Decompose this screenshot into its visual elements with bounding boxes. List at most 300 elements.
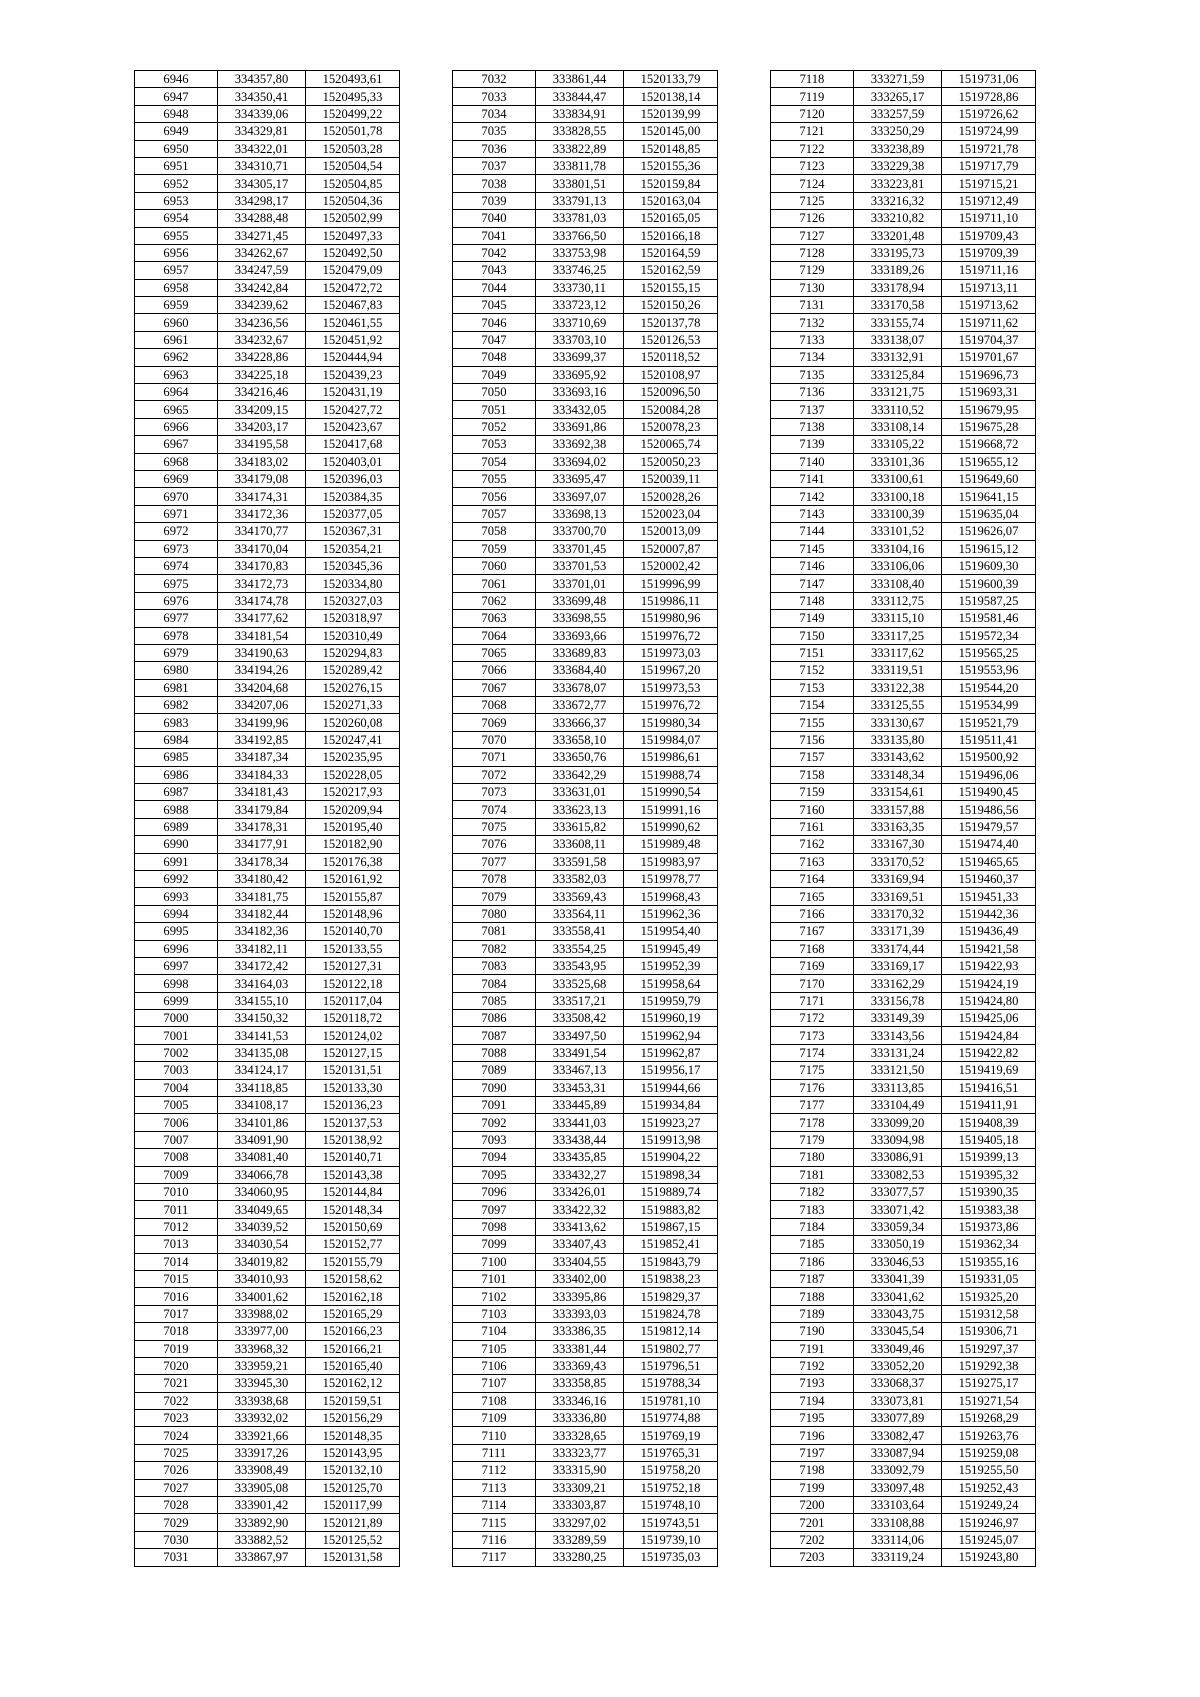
- y-coordinate-cell: 1519275,17: [942, 1375, 1036, 1392]
- x-coordinate-cell: 333104,16: [854, 540, 942, 557]
- point-number-cell: 6954: [135, 210, 218, 227]
- point-number-cell: 7059: [453, 540, 536, 557]
- y-coordinate-cell: 1520327,03: [306, 592, 400, 609]
- x-coordinate-cell: 333178,94: [854, 279, 942, 296]
- y-coordinate-cell: 1519765,31: [624, 1444, 718, 1461]
- table-row: [135, 1427, 400, 1444]
- x-coordinate-cell: 333901,42: [218, 1497, 306, 1514]
- table-row: [135, 1236, 400, 1253]
- point-number-cell: 7194: [771, 1392, 854, 1409]
- table-row: [453, 1270, 718, 1287]
- point-number-cell: 6964: [135, 384, 218, 401]
- x-coordinate-cell: 333407,43: [536, 1236, 624, 1253]
- point-number-cell: 7015: [135, 1270, 218, 1287]
- y-coordinate-cell: 1519331,05: [942, 1270, 1036, 1287]
- table-row: [135, 1044, 400, 1061]
- point-number-cell: 7132: [771, 314, 854, 331]
- x-coordinate-cell: 333115,10: [854, 610, 942, 627]
- table-row: [453, 784, 718, 801]
- point-number-cell: 6994: [135, 905, 218, 922]
- x-coordinate-cell: 333148,34: [854, 766, 942, 783]
- point-number-cell: 7024: [135, 1427, 218, 1444]
- table-row: [453, 1114, 718, 1131]
- y-coordinate-cell: 1520166,21: [306, 1340, 400, 1357]
- table-row: [771, 610, 1036, 627]
- y-coordinate-cell: 1520384,35: [306, 488, 400, 505]
- y-coordinate-cell: 1519306,71: [942, 1323, 1036, 1340]
- y-coordinate-cell: 1519425,06: [942, 1010, 1036, 1027]
- table-row: [453, 1410, 718, 1427]
- point-number-cell: 7055: [453, 470, 536, 487]
- table-row: [771, 262, 1036, 279]
- y-coordinate-cell: 1520492,50: [306, 244, 400, 261]
- table-row: [771, 836, 1036, 853]
- table-row: [453, 88, 718, 105]
- x-coordinate-cell: 333701,53: [536, 557, 624, 574]
- table-row: [453, 801, 718, 818]
- y-coordinate-cell: 1520126,53: [624, 331, 718, 348]
- x-coordinate-cell: 333125,55: [854, 697, 942, 714]
- x-coordinate-cell: 333303,87: [536, 1497, 624, 1514]
- x-coordinate-cell: 333945,30: [218, 1375, 306, 1392]
- y-coordinate-cell: 1520133,55: [306, 940, 400, 957]
- x-coordinate-cell: 333438,44: [536, 1131, 624, 1148]
- x-coordinate-cell: 333938,68: [218, 1392, 306, 1409]
- table-row: [453, 1340, 718, 1357]
- y-coordinate-cell: 1520502,99: [306, 210, 400, 227]
- table-row: [135, 1497, 400, 1514]
- table-row: [771, 1357, 1036, 1374]
- point-number-cell: 7138: [771, 418, 854, 435]
- point-number-cell: 7198: [771, 1462, 854, 1479]
- table-row: [453, 297, 718, 314]
- table-row: [453, 836, 718, 853]
- point-number-cell: 7080: [453, 905, 536, 922]
- x-coordinate-cell: 333309,21: [536, 1479, 624, 1496]
- table-row: [453, 679, 718, 696]
- point-number-cell: 7002: [135, 1044, 218, 1061]
- point-number-cell: 7163: [771, 853, 854, 870]
- point-number-cell: 7040: [453, 210, 536, 227]
- x-coordinate-cell: 333917,26: [218, 1444, 306, 1461]
- y-coordinate-cell: 1520078,23: [624, 418, 718, 435]
- table-row: [771, 905, 1036, 922]
- table-row: [135, 436, 400, 453]
- table-row: [135, 297, 400, 314]
- y-coordinate-cell: 1520472,72: [306, 279, 400, 296]
- x-coordinate-cell: 334030,54: [218, 1236, 306, 1253]
- table-row: [135, 714, 400, 731]
- point-number-cell: 7174: [771, 1044, 854, 1061]
- table-row: [135, 697, 400, 714]
- x-coordinate-cell: 334288,48: [218, 210, 306, 227]
- point-number-cell: 7093: [453, 1131, 536, 1148]
- point-number-cell: 6967: [135, 436, 218, 453]
- point-number-cell: 7189: [771, 1305, 854, 1322]
- point-number-cell: 7110: [453, 1427, 536, 1444]
- point-number-cell: 7111: [453, 1444, 536, 1461]
- point-number-cell: 7178: [771, 1114, 854, 1131]
- y-coordinate-cell: 1520182,90: [306, 836, 400, 853]
- x-coordinate-cell: 334170,83: [218, 557, 306, 574]
- x-coordinate-cell: 333381,44: [536, 1340, 624, 1357]
- table-row: [771, 1201, 1036, 1218]
- table-row: [135, 262, 400, 279]
- point-number-cell: 7129: [771, 262, 854, 279]
- y-coordinate-cell: 1519245,07: [942, 1531, 1036, 1548]
- x-coordinate-cell: 333753,98: [536, 244, 624, 261]
- y-coordinate-cell: 1519711,10: [942, 210, 1036, 227]
- table-row: [771, 523, 1036, 540]
- point-number-cell: 7121: [771, 123, 854, 140]
- point-number-cell: 7097: [453, 1201, 536, 1218]
- y-coordinate-cell: 1519715,21: [942, 175, 1036, 192]
- point-number-cell: 7123: [771, 157, 854, 174]
- y-coordinate-cell: 1519600,39: [942, 575, 1036, 592]
- table-row: [453, 436, 718, 453]
- y-coordinate-cell: 1519712,49: [942, 192, 1036, 209]
- table-row: [771, 1097, 1036, 1114]
- x-coordinate-cell: 334182,11: [218, 940, 306, 957]
- y-coordinate-cell: 1519962,36: [624, 905, 718, 922]
- y-coordinate-cell: 1520163,04: [624, 192, 718, 209]
- y-coordinate-cell: 1519395,32: [942, 1166, 1036, 1183]
- table-row: [771, 801, 1036, 818]
- point-number-cell: 7146: [771, 557, 854, 574]
- x-coordinate-cell: 333156,78: [854, 992, 942, 1009]
- y-coordinate-cell: 1520150,69: [306, 1218, 400, 1235]
- y-coordinate-cell: 1520504,54: [306, 157, 400, 174]
- y-coordinate-cell: 1520444,94: [306, 349, 400, 366]
- x-coordinate-cell: 334124,17: [218, 1062, 306, 1079]
- point-number-cell: 7186: [771, 1253, 854, 1270]
- table-row: [453, 992, 718, 1009]
- y-coordinate-cell: 1520127,31: [306, 957, 400, 974]
- point-number-cell: 7041: [453, 227, 536, 244]
- point-number-cell: 7140: [771, 453, 854, 470]
- x-coordinate-cell: 333059,34: [854, 1218, 942, 1235]
- x-coordinate-cell: 333121,75: [854, 384, 942, 401]
- y-coordinate-cell: 1519668,72: [942, 436, 1036, 453]
- point-number-cell: 7050: [453, 384, 536, 401]
- y-coordinate-cell: 1519934,84: [624, 1097, 718, 1114]
- table-row: [135, 957, 400, 974]
- table-row: [771, 244, 1036, 261]
- y-coordinate-cell: 1520310,49: [306, 627, 400, 644]
- y-coordinate-cell: 1519390,35: [942, 1184, 1036, 1201]
- x-coordinate-cell: 333229,38: [854, 157, 942, 174]
- table-row: [771, 1392, 1036, 1409]
- x-coordinate-cell: 333413,62: [536, 1218, 624, 1235]
- y-coordinate-cell: 1520118,52: [624, 349, 718, 366]
- x-coordinate-cell: 334184,33: [218, 766, 306, 783]
- point-number-cell: 7142: [771, 488, 854, 505]
- y-coordinate-cell: 1519451,33: [942, 888, 1036, 905]
- x-coordinate-cell: 333113,85: [854, 1079, 942, 1096]
- table-row: [135, 1131, 400, 1148]
- y-coordinate-cell: 1519983,97: [624, 853, 718, 870]
- x-coordinate-cell: 334339,06: [218, 105, 306, 122]
- point-number-cell: 7013: [135, 1236, 218, 1253]
- x-coordinate-cell: 333086,91: [854, 1149, 942, 1166]
- x-coordinate-cell: 333100,18: [854, 488, 942, 505]
- x-coordinate-cell: 333210,82: [854, 210, 942, 227]
- y-coordinate-cell: 1519883,82: [624, 1201, 718, 1218]
- x-coordinate-cell: 334091,90: [218, 1131, 306, 1148]
- table-row: [771, 888, 1036, 905]
- y-coordinate-cell: 1519923,27: [624, 1114, 718, 1131]
- point-number-cell: 7092: [453, 1114, 536, 1131]
- x-coordinate-cell: 333170,58: [854, 297, 942, 314]
- table-row: [135, 227, 400, 244]
- x-coordinate-cell: 333201,48: [854, 227, 942, 244]
- point-number-cell: 7022: [135, 1392, 218, 1409]
- y-coordinate-cell: 1520145,00: [624, 123, 718, 140]
- point-number-cell: 7073: [453, 784, 536, 801]
- x-coordinate-cell: 333746,25: [536, 262, 624, 279]
- x-coordinate-cell: 333694,02: [536, 453, 624, 470]
- x-coordinate-cell: 334164,03: [218, 975, 306, 992]
- table-row: [453, 662, 718, 679]
- table-row: [453, 192, 718, 209]
- x-coordinate-cell: 333135,80: [854, 731, 942, 748]
- table-row: [135, 627, 400, 644]
- table-row: [771, 175, 1036, 192]
- x-coordinate-cell: 333591,58: [536, 853, 624, 870]
- x-coordinate-cell: 333386,35: [536, 1323, 624, 1340]
- table-row: [771, 366, 1036, 383]
- x-coordinate-cell: 333623,13: [536, 801, 624, 818]
- coordinates-table-2: [452, 70, 718, 1567]
- point-number-cell: 7083: [453, 957, 536, 974]
- table-row: [771, 1479, 1036, 1496]
- y-coordinate-cell: 1519521,79: [942, 714, 1036, 731]
- x-coordinate-cell: 333441,03: [536, 1114, 624, 1131]
- point-number-cell: 6955: [135, 227, 218, 244]
- x-coordinate-cell: 333174,44: [854, 940, 942, 957]
- table-row: [453, 923, 718, 940]
- y-coordinate-cell: 1520122,18: [306, 975, 400, 992]
- point-number-cell: 7160: [771, 801, 854, 818]
- y-coordinate-cell: 1519693,31: [942, 384, 1036, 401]
- x-coordinate-cell: 333143,56: [854, 1027, 942, 1044]
- table-row: [771, 436, 1036, 453]
- x-coordinate-cell: 333678,07: [536, 679, 624, 696]
- y-coordinate-cell: 1520159,84: [624, 175, 718, 192]
- table-row: [135, 1184, 400, 1201]
- y-coordinate-cell: 1520247,41: [306, 731, 400, 748]
- point-number-cell: 7130: [771, 279, 854, 296]
- table-row: [771, 540, 1036, 557]
- table-row: [453, 610, 718, 627]
- y-coordinate-cell: 1519973,53: [624, 679, 718, 696]
- point-number-cell: 7125: [771, 192, 854, 209]
- x-coordinate-cell: 334019,82: [218, 1253, 306, 1270]
- point-number-cell: 7089: [453, 1062, 536, 1079]
- point-number-cell: 7053: [453, 436, 536, 453]
- x-coordinate-cell: 333766,50: [536, 227, 624, 244]
- y-coordinate-cell: 1519867,15: [624, 1218, 718, 1235]
- point-number-cell: 7167: [771, 923, 854, 940]
- point-number-cell: 7042: [453, 244, 536, 261]
- y-coordinate-cell: 1519726,62: [942, 105, 1036, 122]
- y-coordinate-cell: 1519711,16: [942, 262, 1036, 279]
- y-coordinate-cell: 1519490,45: [942, 784, 1036, 801]
- x-coordinate-cell: 333117,62: [854, 644, 942, 661]
- point-number-cell: 7144: [771, 523, 854, 540]
- y-coordinate-cell: 1520165,40: [306, 1357, 400, 1374]
- x-coordinate-cell: 333101,52: [854, 523, 942, 540]
- x-coordinate-cell: 333250,29: [854, 123, 942, 140]
- x-coordinate-cell: 333698,55: [536, 610, 624, 627]
- table-row: [771, 279, 1036, 296]
- point-number-cell: 7071: [453, 749, 536, 766]
- point-number-cell: 7096: [453, 1184, 536, 1201]
- x-coordinate-cell: 333892,90: [218, 1514, 306, 1531]
- y-coordinate-cell: 1520002,42: [624, 557, 718, 574]
- y-coordinate-cell: 1520417,68: [306, 436, 400, 453]
- y-coordinate-cell: 1520439,23: [306, 366, 400, 383]
- x-coordinate-cell: 334081,40: [218, 1149, 306, 1166]
- point-number-cell: 7049: [453, 366, 536, 383]
- x-coordinate-cell: 333103,64: [854, 1497, 942, 1514]
- y-coordinate-cell: 1519297,37: [942, 1340, 1036, 1357]
- x-coordinate-cell: 333104,49: [854, 1097, 942, 1114]
- point-number-cell: 7191: [771, 1340, 854, 1357]
- y-coordinate-cell: 1520065,74: [624, 436, 718, 453]
- point-number-cell: 7195: [771, 1410, 854, 1427]
- table-row: [135, 679, 400, 696]
- x-coordinate-cell: 333169,94: [854, 870, 942, 887]
- point-number-cell: 7170: [771, 975, 854, 992]
- y-coordinate-cell: 1519956,17: [624, 1062, 718, 1079]
- point-number-cell: 7175: [771, 1062, 854, 1079]
- table-row: [771, 488, 1036, 505]
- point-number-cell: 7090: [453, 1079, 536, 1096]
- table-row: [771, 923, 1036, 940]
- table-row: [453, 418, 718, 435]
- x-coordinate-cell: 334183,02: [218, 453, 306, 470]
- table-row: [453, 366, 718, 383]
- table-row: [771, 1514, 1036, 1531]
- table-row: [135, 1410, 400, 1427]
- point-number-cell: 6953: [135, 192, 218, 209]
- point-number-cell: 7009: [135, 1166, 218, 1183]
- point-number-cell: 7079: [453, 888, 536, 905]
- point-number-cell: 7149: [771, 610, 854, 627]
- point-number-cell: 7182: [771, 1184, 854, 1201]
- x-coordinate-cell: 334172,36: [218, 505, 306, 522]
- point-number-cell: 7003: [135, 1062, 218, 1079]
- table-row: [135, 331, 400, 348]
- y-coordinate-cell: 1519962,94: [624, 1027, 718, 1044]
- x-coordinate-cell: 334177,91: [218, 836, 306, 853]
- table-row: [453, 1131, 718, 1148]
- point-number-cell: 7060: [453, 557, 536, 574]
- table-row: [135, 453, 400, 470]
- x-coordinate-cell: 333432,27: [536, 1166, 624, 1183]
- y-coordinate-cell: 1520124,02: [306, 1027, 400, 1044]
- point-number-cell: 7067: [453, 679, 536, 696]
- x-coordinate-cell: 334216,46: [218, 384, 306, 401]
- x-coordinate-cell: 334350,41: [218, 88, 306, 105]
- point-number-cell: 7202: [771, 1531, 854, 1548]
- table-row: [135, 853, 400, 870]
- x-coordinate-cell: 333108,88: [854, 1514, 942, 1531]
- x-coordinate-cell: 333564,11: [536, 905, 624, 922]
- table-row: [135, 488, 400, 505]
- point-number-cell: 7190: [771, 1323, 854, 1340]
- x-coordinate-cell: 333346,16: [536, 1392, 624, 1409]
- table-row: [135, 88, 400, 105]
- x-coordinate-cell: 333844,47: [536, 88, 624, 105]
- point-number-cell: 7188: [771, 1288, 854, 1305]
- point-number-cell: 6984: [135, 731, 218, 748]
- x-coordinate-cell: 334209,15: [218, 401, 306, 418]
- x-coordinate-cell: 333265,17: [854, 88, 942, 105]
- point-number-cell: 7056: [453, 488, 536, 505]
- y-coordinate-cell: 1520131,58: [306, 1549, 400, 1566]
- x-coordinate-cell: 334141,53: [218, 1027, 306, 1044]
- table-row: [453, 749, 718, 766]
- point-number-cell: 7119: [771, 88, 854, 105]
- point-number-cell: 6946: [135, 71, 218, 88]
- point-number-cell: 7000: [135, 1010, 218, 1027]
- y-coordinate-cell: 1519704,37: [942, 331, 1036, 348]
- table-row: [135, 1010, 400, 1027]
- point-number-cell: 7173: [771, 1027, 854, 1044]
- point-number-cell: 7005: [135, 1097, 218, 1114]
- point-number-cell: 7157: [771, 749, 854, 766]
- x-coordinate-cell: 334182,44: [218, 905, 306, 922]
- point-number-cell: 7037: [453, 157, 536, 174]
- x-coordinate-cell: 333517,21: [536, 992, 624, 1009]
- table-row: [771, 644, 1036, 661]
- x-coordinate-cell: 333703,10: [536, 331, 624, 348]
- x-coordinate-cell: 333554,25: [536, 940, 624, 957]
- x-coordinate-cell: 334322,01: [218, 140, 306, 157]
- table-row: [135, 71, 400, 88]
- y-coordinate-cell: 1520140,70: [306, 923, 400, 940]
- point-number-cell: 6968: [135, 453, 218, 470]
- point-number-cell: 6959: [135, 297, 218, 314]
- table-row: [771, 505, 1036, 522]
- y-coordinate-cell: 1519731,06: [942, 71, 1036, 88]
- point-number-cell: 7133: [771, 331, 854, 348]
- point-number-cell: 6961: [135, 331, 218, 348]
- table-row: [135, 505, 400, 522]
- y-coordinate-cell: 1519422,93: [942, 957, 1036, 974]
- x-coordinate-cell: 333049,46: [854, 1340, 942, 1357]
- y-coordinate-cell: 1520451,92: [306, 331, 400, 348]
- x-coordinate-cell: 333106,06: [854, 557, 942, 574]
- point-number-cell: 7187: [771, 1270, 854, 1287]
- y-coordinate-cell: 1519752,18: [624, 1479, 718, 1496]
- x-coordinate-cell: 334357,80: [218, 71, 306, 88]
- table-row: [453, 140, 718, 157]
- x-coordinate-cell: 333650,76: [536, 749, 624, 766]
- table-row: [453, 1514, 718, 1531]
- x-coordinate-cell: 333149,39: [854, 1010, 942, 1027]
- x-coordinate-cell: 333988,02: [218, 1305, 306, 1322]
- y-coordinate-cell: 1519735,03: [624, 1549, 718, 1566]
- table-row: [453, 731, 718, 748]
- table-row: [135, 401, 400, 418]
- table-row: [453, 314, 718, 331]
- table-row: [771, 384, 1036, 401]
- table-row: [453, 1444, 718, 1461]
- table-row: [135, 244, 400, 261]
